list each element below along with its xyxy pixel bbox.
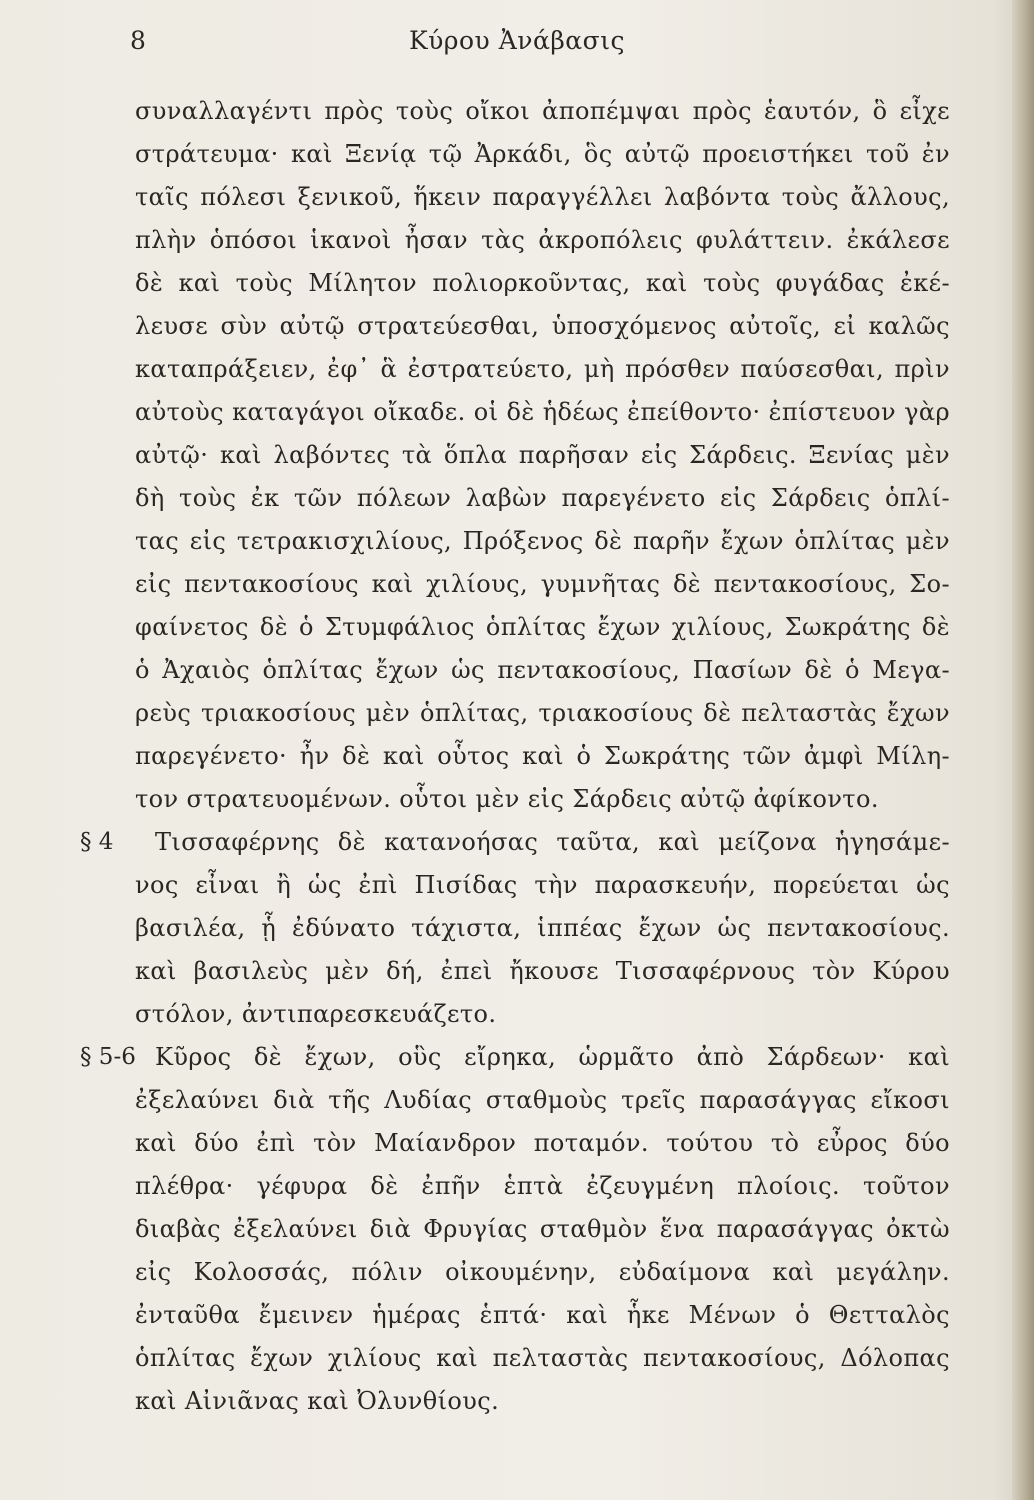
text-line — [80, 1079, 960, 1122]
section-marker: § 5-6 — [80, 1044, 136, 1070]
text-line — [80, 90, 960, 133]
text-line — [80, 348, 960, 391]
line-text: ἐξελαύνει διὰ τῆς Λυδίας σταθμοὺς τρεῖς παρασάγγας εἴκοσι — [135, 1086, 950, 1114]
line-text: λευσε σὺν αὐτῷ στρατεύεσθαι, ὑποσχόμενος αὐτοῖς, εἰ καλῶς — [135, 312, 950, 340]
text-line — [80, 520, 960, 563]
body-text — [80, 90, 960, 1423]
section-marker: § 4 — [80, 829, 114, 855]
page-binding-edge — [1012, 0, 1034, 1500]
running-title: Κύρου Ἀνάβασις — [408, 26, 626, 55]
line-text: βασιλέα, ᾗ ἐδύνατο τάχιστα, ἱππέας ἔχων ὡς πεντακοσίους. — [135, 914, 950, 942]
line-text: καὶ βασιλεὺς μὲν δή, ἐπεὶ ἤκουσε Τισσαφέρνους τὸν Κύρου — [135, 957, 950, 985]
line-text: καὶ δύο ἐπὶ τὸν Μαίανδρον ποταμόν. τούτου τὸ εὖρος δύο — [135, 1129, 950, 1157]
text-line — [80, 1251, 960, 1294]
text-line — [80, 692, 960, 735]
text-line — [80, 778, 960, 821]
line-text: καταπράξειεν, ἐφ᾽ ἃ ἐστρατεύετο, μὴ πρόσθεν παύσεσθαι, πρὶν — [135, 355, 950, 383]
text-line — [80, 1122, 960, 1165]
line-text: τας εἰς τετρακισχιλίους, Πρόξενος δὲ παρῆν ἔχων ὁπλίτας μὲν — [135, 527, 950, 555]
line-text: καὶ Αἰνιᾶνας καὶ Ὀλυνθίους. — [135, 1387, 500, 1415]
line-text: δὲ καὶ τοὺς Μίλητον πολιορκοῦντας, καὶ τοὺς φυγάδας ἐκέ- — [135, 269, 950, 297]
text-line — [80, 1208, 960, 1251]
text-line — [80, 176, 960, 219]
line-text: στράτευμα· καὶ Ξενίᾳ τῷ Ἀρκάδι, ὃς αὐτῷ προειστήκει τοῦ ἐν — [135, 140, 950, 168]
line-text: ὁπλίτας ἔχων χιλίους καὶ πελταστὰς πεντακοσίους, Δόλοπας — [135, 1344, 950, 1372]
line-text: πλὴν ὁπόσοι ἱκανοὶ ἦσαν τὰς ἀκροπόλεις φυλάττειν. ἐκάλεσε — [135, 226, 950, 254]
line-text: αὐτῷ· καὶ λαβόντες τὰ ὅπλα παρῆσαν εἰς Σάρδεις. Ξενίας μὲν — [135, 441, 950, 469]
line-text: Τισσαφέρνης δὲ κατανοήσας ταῦτα, καὶ μείζονα ἡγησάμε- — [155, 828, 950, 856]
text-line — [80, 649, 960, 692]
text-line — [80, 864, 960, 907]
text-line — [80, 305, 960, 348]
text-line — [80, 1337, 960, 1380]
text-line — [80, 391, 960, 434]
text-line — [80, 606, 960, 649]
text-line — [80, 563, 960, 606]
line-text: Κῦρος δὲ ἔχων, οὓς εἴρηκα, ὡρμᾶτο ἀπὸ Σάρδεων· καὶ — [155, 1043, 950, 1071]
line-text: συναλλαγέντι πρὸς τοὺς οἴκοι ἀποπέμψαι πρὸς ἑαυτόν, ὃ εἶχε — [135, 97, 950, 125]
line-text: εἰς πεντακοσίους καὶ χιλίους, γυμνῆτας δὲ πεντακοσίους, Σο- — [135, 570, 950, 598]
line-text: ἐνταῦθα ἔμεινεν ἡμέρας ἑπτά· καὶ ἧκε Μένων ὁ Θετταλὸς — [135, 1301, 950, 1329]
text-line — [80, 219, 960, 262]
text-line — [80, 993, 960, 1036]
line-text: ταῖς πόλεσι ξενικοῦ, ἥκειν παραγγέλλει λαβόντα τοὺς ἄλλους, — [135, 183, 950, 211]
text-line — [80, 1380, 960, 1423]
text-line — [80, 1036, 960, 1079]
text-line — [80, 434, 960, 477]
text-line — [80, 262, 960, 305]
line-text: διαβὰς ἐξελαύνει διὰ Φρυγίας σταθμὸν ἕνα παρασάγγας ὀκτὼ — [135, 1215, 950, 1243]
text-line — [80, 821, 960, 864]
text-line — [80, 1165, 960, 1208]
text-line — [80, 1294, 960, 1337]
line-text: ὁ Ἀχαιὸς ὁπλίτας ἔχων ὡς πεντακοσίους, Πασίων δὲ ὁ Μεγα- — [135, 656, 950, 684]
text-line — [80, 133, 960, 176]
line-text: τον στρατευομένων. οὗτοι μὲν εἰς Σάρδεις αὐτῷ ἀφίκοντο. — [135, 785, 879, 813]
text-line — [80, 907, 960, 950]
line-text: παρεγένετο· ἦν δὲ καὶ οὗτος καὶ ὁ Σωκράτης τῶν ἀμφὶ Μίλη- — [135, 742, 950, 770]
line-text: εἰς Κολοσσάς, πόλιν οἰκουμένην, εὐδαίμονα καὶ μεγάλην. — [135, 1258, 950, 1286]
line-text: πλέθρα· γέφυρα δὲ ἐπῆν ἑπτὰ ἐζευγμένη πλοίοις. τοῦτον — [135, 1172, 950, 1200]
line-text: αὐτοὺς καταγάγοι οἴκαδε. οἱ δὲ ἡδέως ἐπείθοντο· ἐπίστευον γὰρ — [135, 398, 950, 426]
text-line — [80, 477, 960, 520]
line-text: φαίνετος δὲ ὁ Στυμφάλιος ὁπλίτας ἔχων χιλίους, Σωκράτης δὲ — [135, 613, 950, 641]
page-header — [0, 22, 1034, 62]
page-number: 8 — [130, 26, 146, 55]
line-text: ρεὺς τριακοσίους μὲν ὁπλίτας, τριακοσίους δὲ πελταστὰς ἔχων — [135, 699, 950, 727]
text-line — [80, 735, 960, 778]
text-line — [80, 950, 960, 993]
line-text: στόλον, ἀντιπαρεσκευάζετο. — [135, 1000, 497, 1028]
line-text: δὴ τοὺς ἐκ τῶν πόλεων λαβὼν παρεγένετο εἰς Σάρδεις ὁπλί- — [135, 484, 950, 512]
line-text: νος εἶναι ἢ ὡς ἐπὶ Πισίδας τὴν παρασκευήν, πορεύεται ὡς — [135, 871, 950, 899]
